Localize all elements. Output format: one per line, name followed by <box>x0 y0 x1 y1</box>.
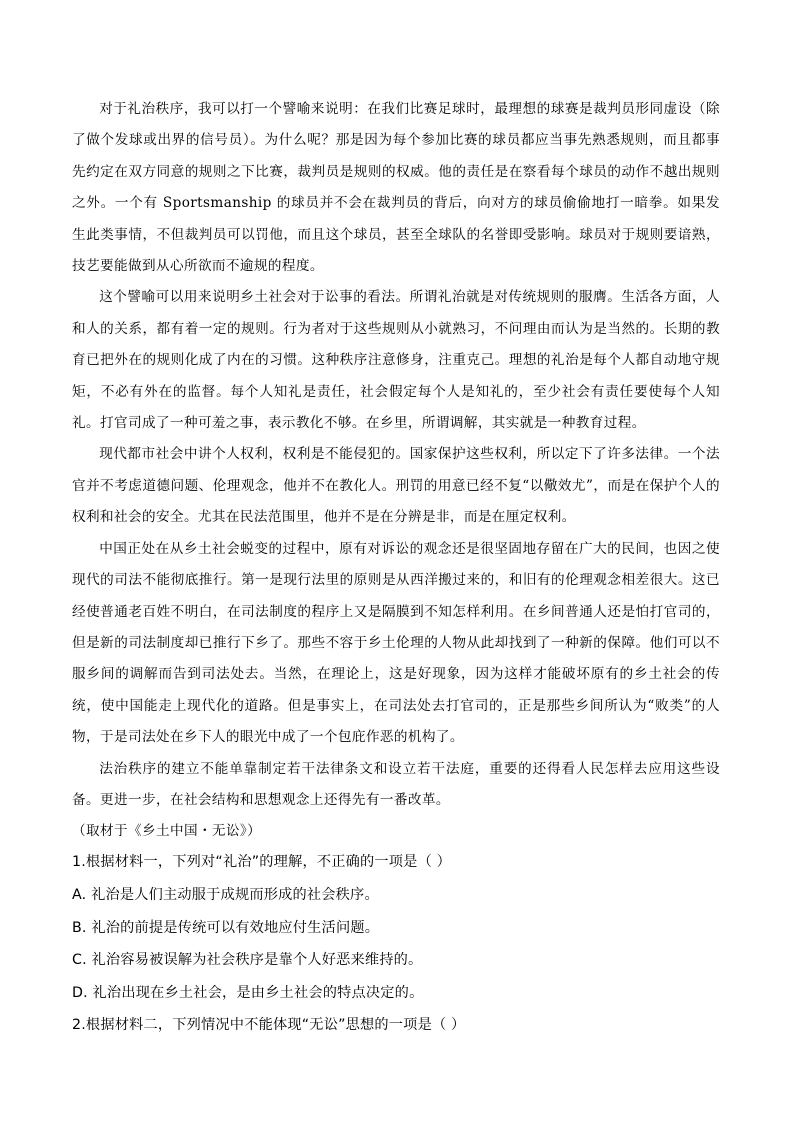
question-1-option-b: B. 礼治的前提是传统可以有效地应付生活问题。 <box>72 919 380 936</box>
passage-paragraph-3: 现代都市社会中讲个人权利，权利是不能侵犯的。国家保护这些权利，所以定下了许多法律。一个法官并不考虑道德问题、伦理观念，他并不在教化人。刑罚的用意已经不复“以儆效尤”，而是在保护个人的权利和社会的安全。尤其在民法范围里，他并不是在分辨是非，而是在厘定权利。 <box>72 446 720 526</box>
question-1-option-a: A. 礼治是人们主动服于成规而形成的社会秩序。 <box>72 886 379 903</box>
passage-paragraph-2: 这个譬喻可以用来说明乡土社会对于讼事的看法。所谓礼治就是对传统规则的服膺。生活各方面，人和人的关系，都有着一定的规则。行为者对于这些规则从小就熟习，不问理由而认为是当然的。长期的教育已把外在的规则化成了内在的习惯。这种秩序注意修身，注重克己。理想的礼治是每个人都自动地守规矩，不必有外在的监督。每个人知礼是责任，社会假定每个人是知礼的，至少社会有责任要使每个人知礼。打官司成了一种可羞之事，表示教化不够。在乡里，所谓调解，其实就是一种教育过程。 <box>72 289 720 432</box>
passage-paragraph-4: 中国正处在从乡土社会蜕变的过程中，原有对诉讼的观念还是很坚固地存留在广大的民间，也因之使现代的司法不能彻底推行。第一是现行法里的原则是从西洋搬过来的，和旧有的伦理观念相差很大。这已经使普通老百姓不明白，在司法制度的程序上又是隔膜到不知怎样利用。在乡间普通人还是怕打官司的，但是新的司法制度却已推行下乡了。那些不容于乡土伦理的人物从此却找到了一种新的保障。他们可以不服乡间的调解而告到司法处去。当然，在理论上，这是好现象，因为这样才能破坏原有的乡土社会的传统，使中国能走上现代化的道路。但是事实上，在司法处去打官司的，正是那些乡间所认为“败类”的人物，于是司法处在乡下人的眼光中成了一个包庇作恶的机构了。 <box>72 540 720 746</box>
question-1-option-d: D. 礼治出现在乡土社会，是由乡土社会的特点决定的。 <box>72 984 424 1001</box>
question-1-option-c: C. 礼治容易被误解为社会秩序是靠个人好恶来维持的。 <box>72 952 423 969</box>
question-1-stem: 1.根据材料一，下列对“礼治”的理解，不正确的一项是（ ） <box>72 854 452 871</box>
passage-paragraph-1: 对于礼治秩序，我可以打一个譬喻来说明：在我们比赛足球时，最理想的球赛是裁判员形同虚设（除了做个发球或出界的信号员）。为什么呢？那是因为每个参加比赛的球员都应当事先熟悉规则，而且都事先约定在双方同意的规则之下比赛，裁判员是规则的权威。他的责任是在察看每个球员的动作不越出规则之外。一个有 Sportsmanship 的球员并不会在裁判员的背后，向对方的球员偷偷地打一暗拳。如果发生此类事情，不但裁判员可以罚他，而且这个球员，甚至全球队的名誉即受影响。球员对于规则要谙熟，技艺要能做到从心所欲而不逾规的程度。 <box>72 101 720 275</box>
question-2-stem: 2.根据材料二，下列情况中不能体现“无讼”思想的一项是（ ） <box>72 1017 466 1034</box>
passage-paragraph-5: 法治秩序的建立不能单靠制定若干法律条文和设立若干法庭，重要的还得看人民怎样去应用这些设备。更进一步，在社会结构和思想观念上还得先有一番改革。 <box>72 760 720 808</box>
document-page <box>72 94 720 1042</box>
passage-source: （取材于《乡土中国・无讼》） <box>72 823 262 840</box>
